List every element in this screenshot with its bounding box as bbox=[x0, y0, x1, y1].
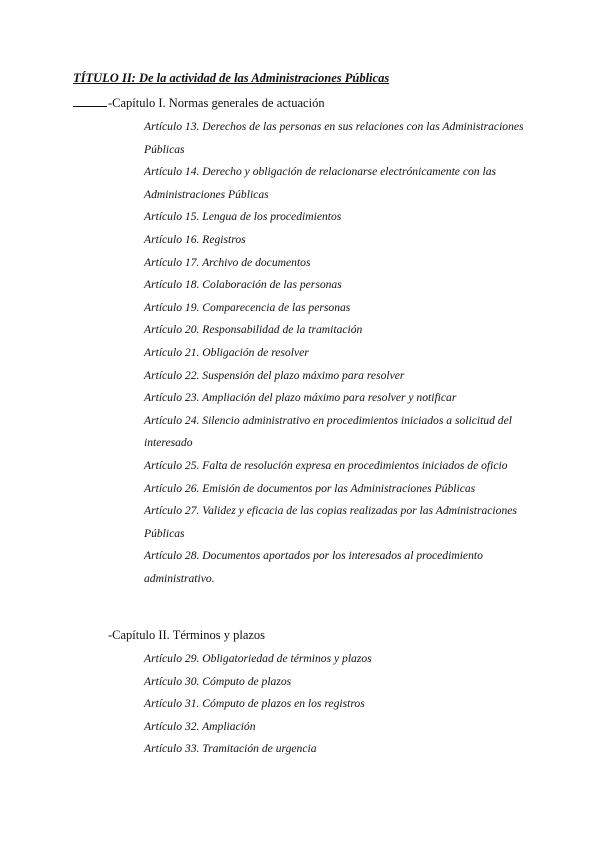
underline-blank bbox=[73, 96, 107, 107]
article-list-1 bbox=[144, 116, 529, 590]
list-item: Artículo 31. Cómputo de plazos en los registros bbox=[144, 697, 365, 711]
chapter-label: -Capítulo I. Normas generales de actuación bbox=[108, 96, 325, 110]
article-list-2 bbox=[144, 648, 529, 761]
list-item: Artículo 24. Silencio administrativo en procedimientos iniciados a solicitud del interesado bbox=[144, 413, 512, 450]
chapter-heading-1 bbox=[73, 96, 325, 111]
list-item: Artículo 23. Ampliación del plazo máximo para resolver y notificar bbox=[144, 391, 457, 405]
list-item: Artículo 13. Derechos de las personas en sus relaciones con las Administraciones Públicas bbox=[144, 120, 524, 156]
list-item: Artículo 27. Validez y eficacia de las copias realizadas por las Administraciones Públicas bbox=[144, 504, 517, 540]
chapter-label: -Capítulo II. Términos y plazos bbox=[108, 628, 266, 642]
list-item: Artículo 18. Colaboración de las personas bbox=[144, 278, 342, 292]
list-item: Artículo 22. Suspensión del plazo máximo para resolver bbox=[144, 368, 405, 382]
list-item: Artículo 26. Emisión de documentos por las Administraciones Públicas bbox=[144, 481, 476, 495]
list-item: Artículo 21. Obligación de resolver bbox=[144, 345, 309, 359]
list-item: Artículo 30. Cómputo de plazos bbox=[144, 674, 292, 688]
list-item: Artículo 33. Tramitación de urgencia bbox=[144, 742, 317, 756]
list-item: Artículo 17. Archivo de documentos bbox=[144, 255, 311, 269]
list-item: Artículo 32. Ampliación bbox=[144, 719, 256, 733]
chapter-heading-2 bbox=[108, 628, 265, 643]
list-item: Artículo 19. Comparecencia de las personas bbox=[144, 300, 351, 314]
list-item: Artículo 20. Responsabilidad de la tramitación bbox=[144, 323, 363, 337]
list-item: Artículo 29. Obligatoriedad de términos y plazos bbox=[144, 652, 372, 665]
list-item: Artículo 28. Documentos aportados por los interesados al procedimiento administrativo. bbox=[144, 549, 483, 585]
list-item: Artículo 16. Registros bbox=[144, 232, 246, 246]
list-item: Artículo 15. Lengua de los procedimientos bbox=[144, 210, 342, 224]
list-item: Artículo 25. Falta de resolución expresa en procedimientos iniciados de oficio bbox=[144, 458, 508, 472]
list-item: Artículo 14. Derecho y obligación de relacionarse electrónicamente con las Administraciones Públicas bbox=[144, 165, 497, 201]
title-heading: TÍTULO II: De la actividad de las Administraciones Públicas bbox=[73, 71, 390, 85]
